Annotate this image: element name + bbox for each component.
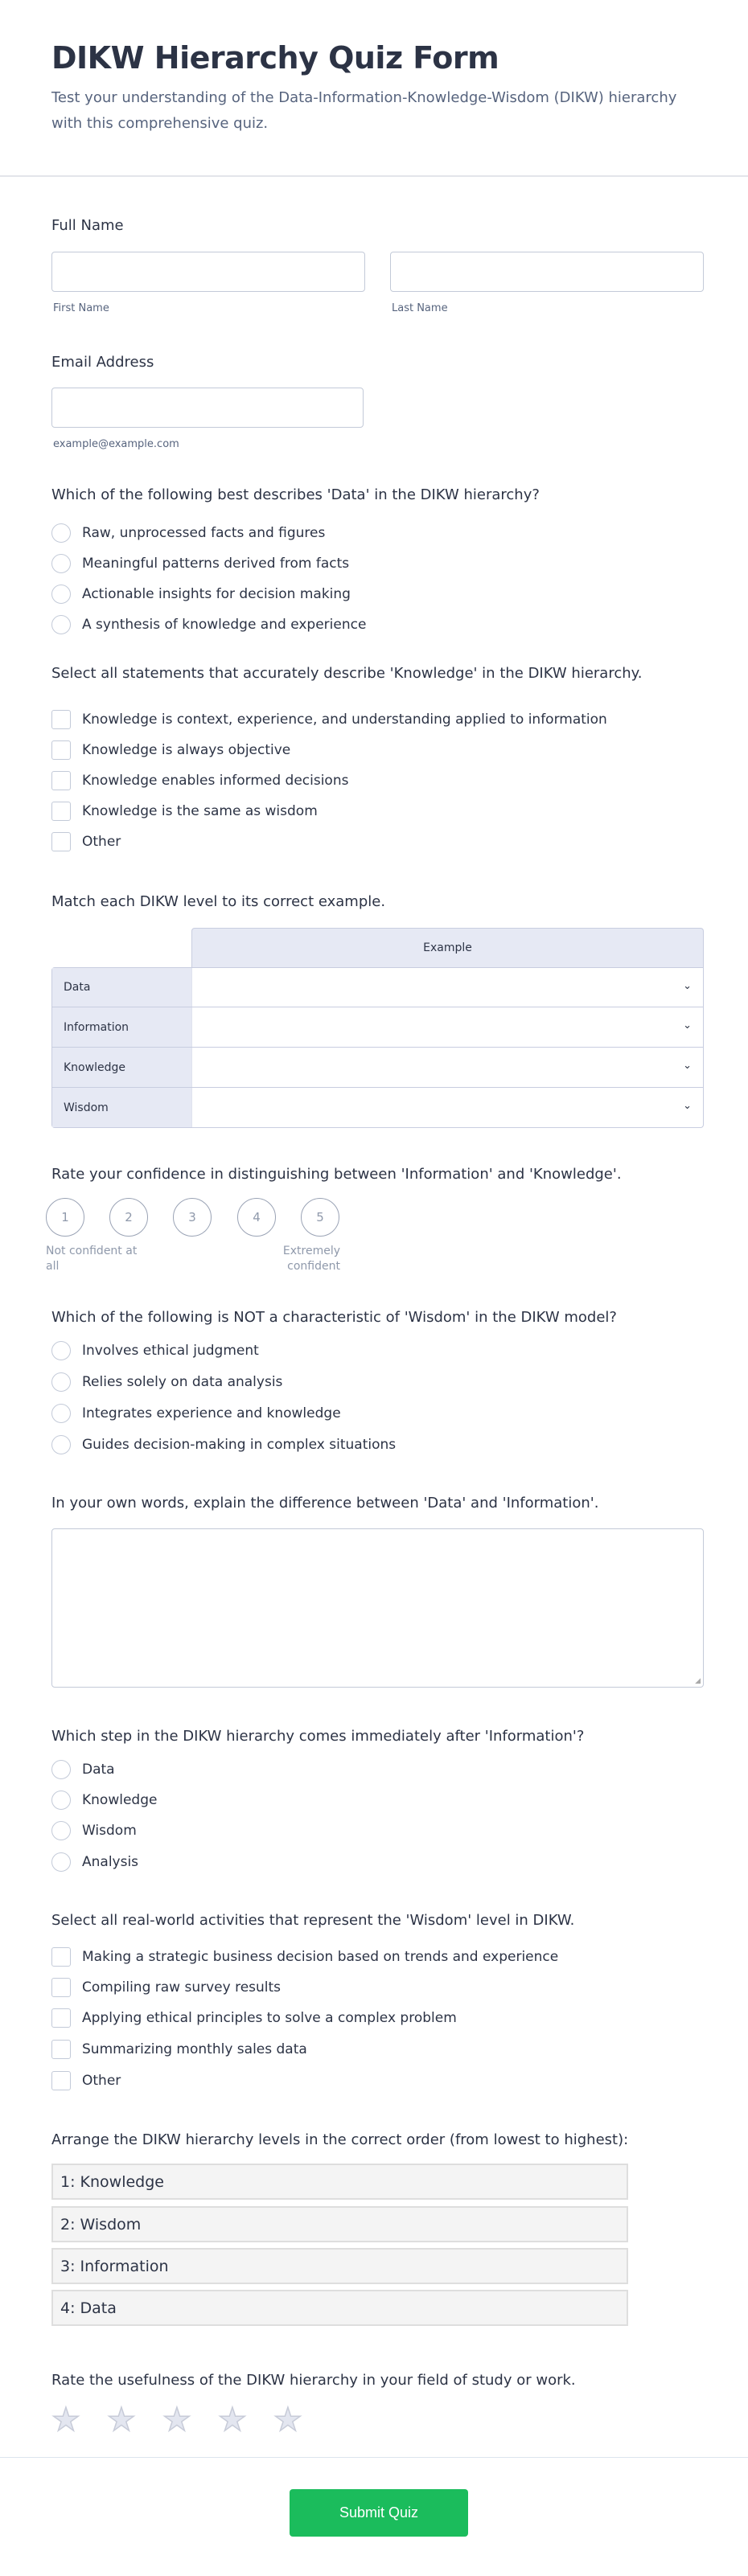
q5-option[interactable] [51, 1434, 396, 1455]
scale-max-label: Extremely confident [282, 1245, 340, 1273]
rank-item[interactable]: 3: Information [51, 2248, 628, 2284]
radio-button[interactable] [51, 1404, 71, 1423]
matrix-row [51, 1007, 704, 1048]
option-label: Analysis [82, 1854, 139, 1870]
q5-label: Which of the following is NOT a characteristic of 'Wisdom' in the DIKW model? [51, 1309, 617, 1326]
option-label: Knowledge is the same as wisdom [82, 803, 318, 819]
q2-label: Select all statements that accurately describe 'Knowledge' in the DIKW hierarchy. [51, 665, 643, 682]
radio-button[interactable] [51, 615, 71, 634]
q8-option[interactable] [51, 1977, 281, 1998]
q1-option[interactable] [51, 584, 351, 605]
q5-option[interactable] [51, 1403, 341, 1424]
q9-label: Arrange the DIKW hierarchy levels in the correct order (from lowest to highest): [51, 2131, 629, 2148]
q7-option[interactable] [51, 1790, 157, 1811]
matrix-row-label: Knowledge [52, 1048, 192, 1087]
q1-label: Which of the following best describes 'Data' in the DIKW hierarchy? [51, 486, 540, 503]
star-icon[interactable]: ★ [162, 2402, 191, 2439]
option-label: Guides decision-making in complex situations [82, 1437, 397, 1453]
radio-button[interactable] [51, 523, 71, 543]
option-label: Integrates experience and knowledge [82, 1405, 341, 1421]
radio-button[interactable] [51, 585, 71, 604]
checkbox[interactable] [51, 771, 71, 790]
scale-option-5[interactable]: 5 [301, 1198, 339, 1237]
q2-option[interactable] [51, 801, 318, 822]
submit-button[interactable]: Submit Quiz [290, 2489, 468, 2537]
option-label: Knowledge is context, experience, and understanding applied to information [82, 712, 607, 728]
star-icon[interactable]: ★ [273, 2402, 302, 2439]
star-icon[interactable]: ★ [218, 2402, 247, 2439]
matrix-dropdown[interactable] [192, 1007, 703, 1047]
q10-label: Rate the usefulness of the DIKW hierarchy in your field of study or work. [51, 2372, 576, 2389]
scale-min-label: Not confident at all [46, 1245, 138, 1273]
matrix-dropdown[interactable] [192, 1048, 703, 1087]
radio-button[interactable] [51, 1760, 71, 1779]
scale-option-1[interactable]: 1 [46, 1198, 84, 1237]
option-label: Making a strategic business decision based on trends and experience [82, 1949, 559, 1965]
matrix-dropdown[interactable] [192, 1088, 703, 1127]
rank-item[interactable]: 1: Knowledge [51, 2164, 628, 2200]
q2-option[interactable] [51, 770, 348, 791]
radio-button[interactable] [51, 1341, 71, 1360]
matrix-column-header: Example [191, 928, 704, 967]
q2-option[interactable] [51, 831, 121, 852]
email-label: Email Address [51, 354, 154, 371]
option-label: Data [82, 1762, 115, 1778]
last-name-sublabel: Last Name [392, 302, 448, 314]
q5-option[interactable] [51, 1372, 282, 1393]
matrix-row [51, 967, 704, 1007]
option-label: Compiling raw survey results [82, 1979, 282, 1996]
scale-option-2[interactable]: 2 [109, 1198, 148, 1237]
email-input[interactable] [51, 388, 364, 428]
q8-option[interactable] [51, 2070, 121, 2091]
q2-option[interactable] [51, 709, 607, 730]
checkbox[interactable] [51, 2008, 71, 2028]
q7-option[interactable] [51, 1852, 138, 1873]
radio-button[interactable] [51, 554, 71, 573]
option-label: Knowledge enables informed decisions [82, 773, 349, 789]
explanation-textarea[interactable] [51, 1528, 704, 1688]
q8-option[interactable] [51, 2008, 457, 2028]
form-subtitle: Test your understanding of the Data-Information-Knowledge-Wisdom (DIKW) hierarchy with this comprehensive quiz. [51, 89, 677, 132]
matrix-row-label: Wisdom [52, 1088, 192, 1127]
option-label: Summarizing monthly sales data [82, 2041, 307, 2057]
option-label: Knowledge [82, 1792, 158, 1808]
q7-label: Which step in the DIKW hierarchy comes immediately after 'Information'? [51, 1728, 585, 1745]
email-sublabel: example@example.com [53, 438, 179, 450]
footer-divider [0, 2457, 748, 2458]
radio-button[interactable] [51, 1790, 71, 1810]
option-label: Meaningful patterns derived from facts [82, 556, 350, 572]
radio-button[interactable] [51, 1821, 71, 1840]
matrix-dropdown[interactable] [192, 968, 703, 1007]
star-icon[interactable]: ★ [107, 2402, 136, 2439]
option-label: Raw, unprocessed facts and figures [82, 525, 326, 541]
q5-option[interactable] [51, 1340, 259, 1361]
option-label: Other [82, 834, 121, 850]
chevron-down-icon: ⌄ [683, 980, 692, 992]
q6-label: In your own words, explain the difference between 'Data' and 'Information'. [51, 1495, 599, 1512]
q3-label: Match each DIKW level to its correct example. [51, 893, 386, 910]
q7-option[interactable] [51, 1820, 137, 1841]
q8-label: Select all real-world activities that represent the 'Wisdom' level in DIKW. [51, 1912, 575, 1929]
checkbox[interactable] [51, 1947, 71, 1967]
chevron-down-icon: ⌄ [683, 1100, 692, 1112]
checkbox[interactable] [51, 1978, 71, 1997]
scale-option-3[interactable]: 3 [173, 1198, 212, 1237]
q4-label: Rate your confidence in distinguishing between 'Information' and 'Knowledge'. [51, 1166, 622, 1183]
rank-item[interactable]: 4: Data [51, 2290, 628, 2326]
option-label: Wisdom [82, 1823, 137, 1839]
q2-option[interactable] [51, 740, 290, 761]
checkbox[interactable] [51, 802, 71, 821]
form-title: DIKW Hierarchy Quiz Form [51, 40, 499, 76]
checkbox[interactable] [51, 710, 71, 729]
radio-button[interactable] [51, 1852, 71, 1872]
q1-option[interactable] [51, 614, 366, 635]
scale-option-4[interactable]: 4 [237, 1198, 276, 1237]
star-icon[interactable]: ★ [51, 2402, 80, 2439]
radio-button[interactable] [51, 1435, 71, 1454]
rank-item[interactable]: 2: Wisdom [51, 2206, 628, 2242]
checkbox[interactable] [51, 832, 71, 851]
chevron-down-icon: ⌄ [683, 1019, 692, 1032]
checkbox[interactable] [51, 740, 71, 760]
option-label: Involves ethical judgment [82, 1343, 259, 1359]
option-label: Applying ethical principles to solve a complex problem [82, 2010, 457, 2026]
checkbox[interactable] [51, 2071, 71, 2090]
option-label: Other [82, 2073, 121, 2089]
q8-option[interactable] [51, 2039, 307, 2060]
q7-option[interactable] [51, 1759, 115, 1780]
resize-handle-icon[interactable]: ◢ [695, 1677, 701, 1685]
q1-option[interactable] [51, 523, 325, 544]
matrix-row-label: Data [52, 968, 192, 1007]
q1-option[interactable] [51, 553, 349, 574]
matrix-row [51, 1048, 704, 1088]
option-label: Knowledge is always objective [82, 742, 291, 758]
q8-option[interactable] [51, 1946, 558, 1967]
checkbox[interactable] [51, 2040, 71, 2059]
first-name-input[interactable] [51, 252, 365, 292]
option-label: Relies solely on data analysis [82, 1374, 283, 1390]
last-name-input[interactable] [390, 252, 704, 292]
full-name-label: Full Name [51, 217, 124, 234]
matrix-row [51, 1088, 704, 1128]
chevron-down-icon: ⌄ [683, 1060, 692, 1072]
option-label: Actionable insights for decision making [82, 586, 351, 602]
first-name-sublabel: First Name [53, 302, 109, 314]
header-divider [0, 175, 748, 177]
radio-button[interactable] [51, 1372, 71, 1392]
matrix-row-label: Information [52, 1007, 192, 1047]
option-label: A synthesis of knowledge and experience [82, 617, 367, 633]
